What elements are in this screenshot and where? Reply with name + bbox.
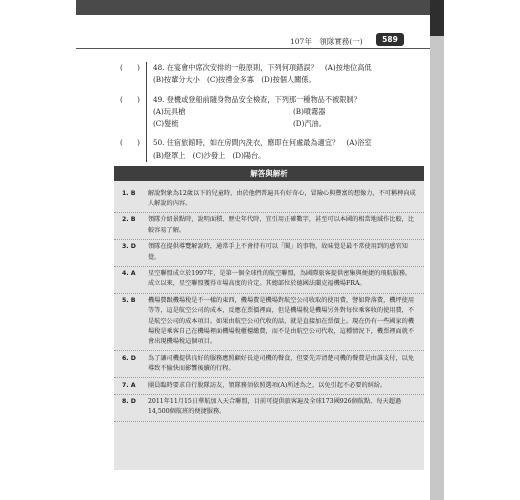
answers-list: [114, 186, 424, 422]
option-row: [146, 118, 433, 130]
top-band: [76, 0, 430, 15]
thumb-tab-marker: [430, 0, 444, 36]
answer-explanation: 團員臨時要求自行脫隊訪友，領隊務須依照選項(A)所述為之，以免引起不必要的糾紛。: [148, 381, 387, 389]
answer-item: [114, 240, 424, 267]
answer-key: 8. D: [122, 398, 136, 406]
answer-key: 2. B: [122, 216, 136, 224]
answer-item: [114, 294, 424, 352]
answer-explanation: 機場費跟機場稅是不一樣的東西，機場費是機場對航空公司收取的使用費，譬如降落費，機坪使用等等，這是航空公司的成本，反應在票價裡面，但是機場稅是機場另外對每位乘客收的使用費，不是航空公司的成本項目。如果由航空公司代收的話，就是直接加在票價上。現在仍有一些國家的機場稅是乘客自己在機場裡面機場稅櫃檯繳費，而不是由航空公司代收，這種情況下，機票裡面就不會出現機場稅這個項目。: [148, 297, 415, 345]
option-d: (D)汽油。: [293, 119, 326, 129]
answer-explanation: 領隊在提供導覽解說時，通常手上不會持有可以「聞」的事物，故味覺是最不常使用到的感官知覺。: [148, 243, 408, 261]
answer-key: 1. B: [122, 189, 136, 197]
answer-key: 3. D: [122, 243, 136, 251]
page-number: 589: [376, 33, 404, 46]
running-head: 107年 領隊實務(一): [290, 37, 363, 46]
question-48: [113, 62, 433, 87]
answer-paren: ( ): [120, 63, 140, 72]
answer-key: 6. D: [122, 354, 136, 362]
answer-explanation: 為了讓司機提供良好的服務應照顧好長途司機的餐食，但要先弄清楚司機的餐費是由誰支付，以免導致不愉快而影響後續的行程。: [148, 354, 415, 372]
question-49: [113, 94, 433, 131]
question-line: 48. 在宴會中席次安排的一般原則，下列何項錯誤？ (A)按地位高低: [146, 62, 433, 74]
question-line: 49. 登機或登船前隨身物品安全檢查，下列那一種物品不被限制？: [146, 94, 433, 106]
answer-explanation: 領隊介紹景點時，說明面積、歷史年代時，宜引用正確數字，甚至可以本國的相當地域作比較，比較容易了解。: [148, 216, 415, 234]
header-rule: [76, 48, 430, 49]
answer-key: 5. B: [122, 297, 136, 305]
option-c: (C)髮梳: [153, 119, 179, 129]
question-gap: [146, 130, 433, 137]
question-50: [113, 137, 433, 162]
answer-item: [114, 378, 424, 395]
answer-key: 4. A: [122, 270, 136, 278]
answer-explanation: 解說對象為12歲以下的兒童時，由於他們普遍具有好奇心，冒險心與豐富的想像力，不可稱稗向成人解說的內容。: [148, 189, 416, 207]
answers-title: 解答與解析: [114, 166, 424, 181]
question-line: 50. 住宿旅館時，如在房間內洗衣，應即在何處最為適宜？ (A)浴室: [146, 137, 433, 149]
option-a: (A)玩具槍: [153, 106, 186, 116]
question-line: (B)燈罩上 (C)沙發上 (D)陽台。: [146, 150, 433, 162]
option-row: [146, 106, 433, 118]
question-list: [113, 62, 433, 162]
option-b: (B)噴霧器: [293, 106, 326, 116]
answer-item: [114, 267, 424, 294]
answer-paren: ( ): [120, 138, 140, 148]
answer-item: [114, 395, 424, 422]
answer-explanation: 星空聯盟成立於1997年，是第一個全球性的航空聯盟，為國際旅客提供密集與便捷的飛航服務。成立以來，星空聯盟獲得市場高度的肯定。其總部位於德國法蘭克福機場FRA。: [148, 270, 412, 288]
answer-item: [114, 213, 424, 240]
answer-item: [114, 186, 424, 213]
answer-key: 7. A: [122, 381, 136, 389]
answer-paren: ( ): [120, 94, 140, 104]
question-line: (B)按輩分大小 (C)按禮金多寡 (D)按個人關係。: [146, 74, 433, 86]
answer-explanation: 2011年11月15日華航加入天合聯盟，目前可提供旅客遍及全球173國926個航點、每天超過14,500個航班的便捷服務。: [148, 398, 402, 416]
answer-item: [114, 351, 424, 378]
question-gap: [146, 87, 433, 94]
answers-panel: [114, 166, 424, 470]
